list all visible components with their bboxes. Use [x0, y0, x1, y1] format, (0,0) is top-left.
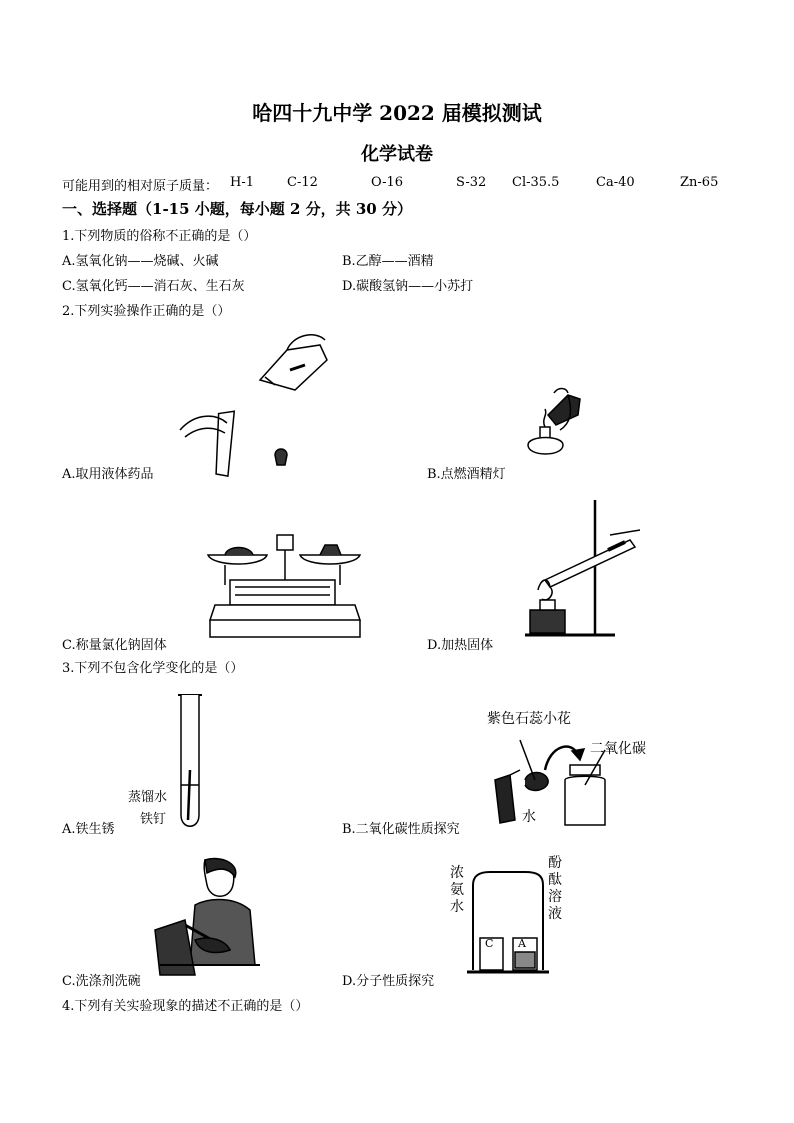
- option-c: C.氢氧化钙——消石灰、生石灰: [62, 279, 245, 294]
- page-title: 哈四十九中学 2022 届模拟测试: [252, 101, 542, 125]
- page-subtitle: 化学试卷: [361, 144, 433, 165]
- figure-label-flower: 紫色石蕊小花: [487, 711, 571, 727]
- option-a: A.氢氧化钠——烧碱、火碱: [62, 254, 219, 269]
- option-b-label: B.二氧化碳性质探究: [342, 822, 460, 837]
- atomic-mass: Cl-35.5: [512, 175, 560, 190]
- option-d-label: D.分子性质探究: [342, 974, 435, 989]
- figure-label-nail: 铁钉: [140, 812, 167, 827]
- figure-label-c: C: [485, 937, 494, 950]
- washing-dishes-figure: [155, 855, 265, 980]
- atomic-mass: S-32: [456, 175, 487, 190]
- atomic-mass: Zn-65: [680, 175, 719, 190]
- option-c-label: C.称量氯化钠固体: [62, 638, 167, 653]
- option-b-label: B.点燃酒精灯: [427, 467, 506, 482]
- balance-figure: [205, 525, 365, 645]
- atomic-mass: Ca-40: [596, 175, 635, 190]
- option-a-label: A.铁生锈: [62, 822, 115, 837]
- atomic-masses-label: 可能用到的相对原子质量：: [62, 179, 219, 194]
- molecule-diffusion-figure: [465, 870, 550, 980]
- atomic-mass: O-16: [371, 175, 404, 190]
- pouring-liquid-figure: [175, 325, 335, 470]
- option-c-label: C.洗涤剂洗碗: [62, 974, 141, 989]
- atomic-mass: H-1: [230, 175, 255, 190]
- alcohol-lamp-figure: [508, 385, 588, 470]
- figure-label-water: 蒸馏水: [128, 790, 168, 805]
- figure-label-phenolphthalein: 酚酞溶液: [548, 855, 562, 922]
- option-d: D.碳酸氢钠——小苏打: [342, 279, 474, 294]
- figure-label-water: 水: [522, 809, 536, 825]
- option-b: B.乙醇——酒精: [342, 254, 434, 269]
- section-heading: 一、选择题（1-15 小题，每小题 2 分，共 30 分）: [62, 200, 412, 218]
- test-tube-figure: [170, 690, 210, 830]
- option-d-label: D.加热固体: [427, 638, 494, 653]
- figure-label-ammonia: 浓氨水: [450, 865, 464, 915]
- figure-label-a: A: [518, 937, 526, 950]
- heating-solid-figure: [510, 495, 650, 645]
- question-stem: 3.下列不包含化学变化的是（）: [62, 661, 244, 676]
- figure-label-co2: 二氧化碳: [590, 741, 646, 757]
- option-a-label: A.取用液体药品: [62, 467, 154, 482]
- question-stem: 1.下列物质的俗称不正确的是（）: [62, 229, 257, 244]
- question-stem: 4.下列有关实验现象的描述不正确的是（）: [62, 999, 309, 1014]
- atomic-mass: C-12: [287, 175, 318, 190]
- question-stem: 2.下列实验操作正确的是（）: [62, 304, 231, 319]
